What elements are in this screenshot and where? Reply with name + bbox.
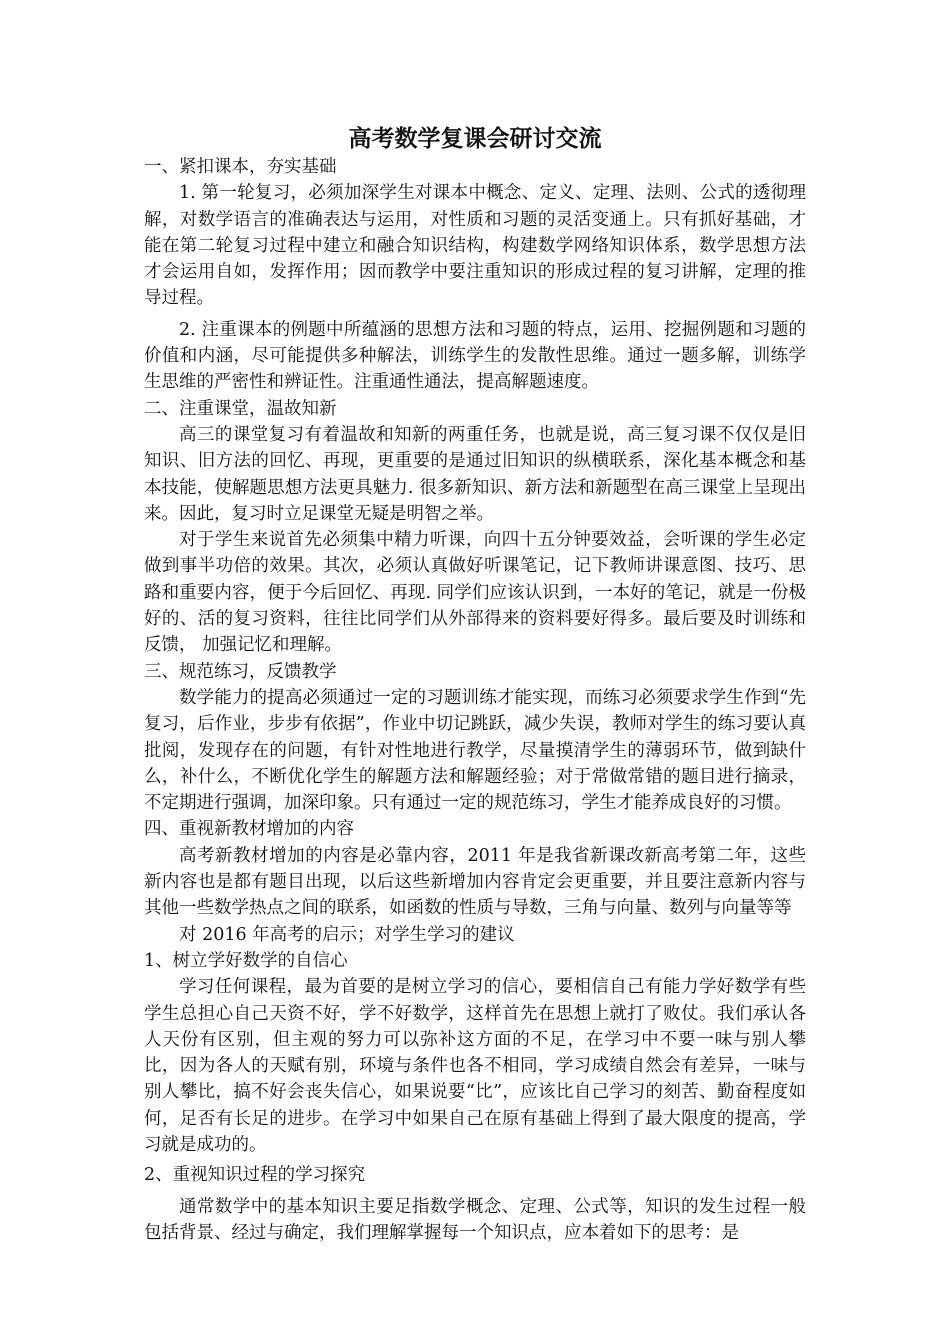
section-heading-4: 四、重视新教材增加的内容 [144, 819, 354, 840]
section-heading-2: 二、注重课堂，温故知新 [144, 398, 337, 419]
paragraph: 数学能力的提高必须通过一定的习题训练才能实现，而练习必须要求学生作到“先复习，后作业，步步有依据”，作业中切记跳跃，减少失误，教师对学生的练习要认真批阅，发现存在的问题，有针对性地进行教学，尽量摸清学生的薄弱环节，做到缺什么，补什么，不断优化学生的解题方法和解题经验；对于常做常错的题目进行摘录，不定期进行强调，加深印象。只有通过一定的规范练习，学生才能养成良好的习惯。 [144, 687, 806, 814]
document-title: 高考数学复课会研讨交流 [348, 125, 602, 152]
section-heading-5: 1、树立学好数学的自信心 [144, 950, 348, 971]
paragraph: 对于学生来说首先必须集中精力听课，向四十五分钟要效益，会听课的学生必定做到事半功倍的效果。其次，必须认真做好听课笔记，记下教师讲课意图、技巧、思路和重要内容，便于今后回忆、再现. 同学们应该认识到，一本好的笔记，就是一份极好的、活的复习资料，往往比同学们从外部得来的资料要好得多。最后要及时训练和反馈， 加强记忆和理解。 [144, 530, 806, 656]
paragraph: 学习任何课程，最为首要的是树立学习的信心，要相信自己有能力学好数学有些学生总担心自己天资不好，学不好数学，这样首先在思想上就打了败仗。我们承认各人天份有区别，但主观的努力可以弥补这方面的不足，在学习中不要一味与别人攀比，因为各人的天赋有别，环境与条件也各不相同，学习成绩自然会有差异，一味与别人攀比，搞不好会丧失信心，如果说要“比”，应该比自己学习的刻苦、勤奋程度如何，足否有长足的进步。在学习中如果自己在原有基础上得到了最大限度的提高，学习就是成功的。 [144, 977, 806, 1155]
paragraph: 通常数学中的基本知识主要足指数学概念、定理、公式等，知识的发生过程一般包括背景、经过与确定，我们理解掌握每一个知识点，应本着如下的思考：是 [144, 1196, 806, 1243]
paragraph: 1. 第一轮复习，必须加深学生对课本中概念、定义、定理、法则、公式的透彻理解，对数学语言的准确表达与运用，对性质和习题的灵活变通上。只有抓好基础，才能在第二轮复习过程中建立和融合知识结构，构建数学网络知识体系，数学思想方法才会运用自如，发挥作用；因而教学中要注重知识的形成过程的复习讲解，定理的推导过程。 [144, 183, 806, 309]
paragraph: 高考新教材增加的内容是必靠内容，2011 年是我省新课改新高考第二年，这些新内容也是都有题目出现，以后这些新增加内容肯定会更重要，并且要注意新内容与其他一些数学热点之间的联系，如函数的性质与导数，三角与向量、数列与向量等等 [144, 845, 806, 919]
section-heading-1: 一、紧扣课本，夯实基础 [144, 157, 337, 177]
section-heading-6: 2、重视知识过程的学习探究 [144, 1165, 366, 1186]
paragraph: 2. 注重课本的例题中所蕴涵的思想方法和习题的特点，运用、挖掘例题和习题的价值和内涵，尽可能提供多种解法，训练学生的发散性思维。通过一题多解，训练学生思维的严密性和辨证性。注重通性通法，提高解题速度。 [144, 319, 806, 393]
paragraph: 高三的课堂复习有着温故和知新的两重任务，也就是说，高三复习课不仅仅是旧知识、旧方法的回忆、再现，更重要的是通过旧知识的纵横联系，深化基本概念和基本技能，使解题思想方法更具魅力. 很多新知识、新方法和新题型在高三课堂上呈现出来。因此，复习时立足课堂无疑是明智之举。 [144, 424, 806, 524]
subtitle-line: 对 2016 年高考的启示；对学生学习的建议 [179, 924, 515, 945]
section-heading-3: 三、规范练习，反馈教学 [144, 661, 337, 682]
document-page [144, 122, 806, 1246]
